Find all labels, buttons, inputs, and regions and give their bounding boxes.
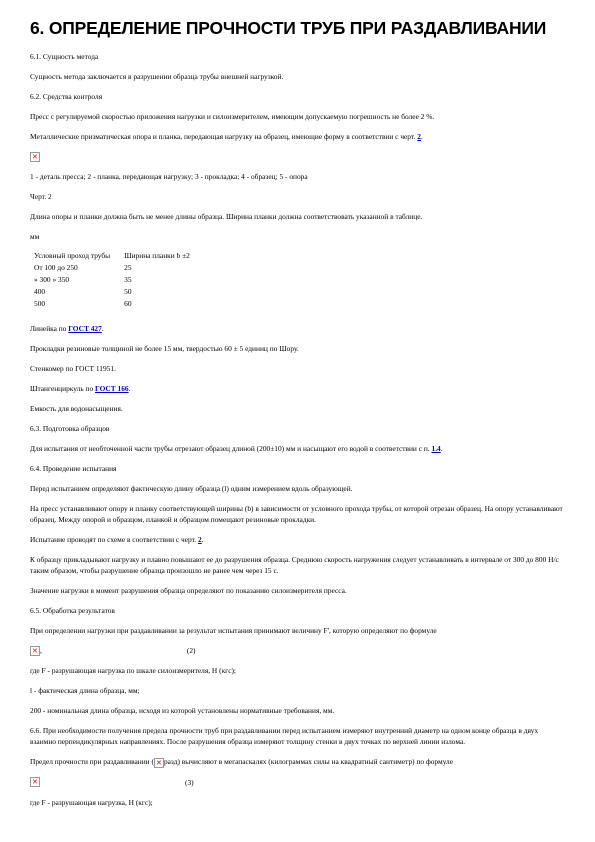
loading-paragraph: К образцу прикладывают нагрузку и плавно повышают ее до разрушения образца. Среднюю скорость нагружения следует устанавливать в интервале от 300 до 800 Н/с таким образом, чтобы разрушение образца произошло не ранее чем через 15 с. [30, 555, 559, 576]
caliper-paragraph [30, 383, 565, 394]
scheme-text-end: . [201, 535, 204, 545]
table-cell: 35 [124, 275, 132, 285]
strength-formula-intro [30, 756, 565, 767]
table-cell: От 100 до 250 [34, 263, 78, 273]
ruler-text-end: . [101, 324, 104, 334]
clause-1-4-link[interactable]: 1.4 [431, 444, 441, 454]
section-6-2-heading: 6.2. Средства контроля [30, 92, 103, 101]
table-row [34, 299, 204, 311]
table-row [34, 263, 204, 275]
where-l-paragraph: l - фактическая длина образца, мм; [30, 686, 140, 696]
support-text: Металлические призматическая опора и планка, передающая нагрузку на образец, имеющие форму в соответствии с черт. [30, 132, 418, 141]
table-cell: 25 [124, 263, 132, 273]
load-formula-intro: При определении нагрузки при раздавливании за результат испытания принимают величину F', которую определяют по формуле [30, 626, 437, 636]
sample-prep-text-end: . [440, 444, 443, 454]
section-6-6-paragraph: 6.6. При необходимости получения предела прочности труб при раздавливании перед испытанием измеряют внутренний диаметр на одном конце образца в двух взаимно перпендикулярных направлениях. После разрушения образца измеряют толщину стенки в двух точках по верхней линии излома. [30, 726, 539, 747]
table-header-cell: Ширина планки b ±2 [124, 251, 190, 261]
support-paragraph: Металлические призматическая опора и планка, передающая нагрузку на образец, имеющие форму в соответствии с черт. 2. [30, 132, 423, 141]
drawing-2-link[interactable]: 2 [417, 132, 421, 141]
strength-text: Предел прочности при раздавливании ( [30, 757, 154, 767]
ruler-text: Линейка по [30, 324, 69, 334]
caliper-text: Штангенциркуль по [30, 384, 96, 394]
setup-paragraph: На пресс устанавливают опору и планку соответствующей ширины (b) в зависимости от условного прохода трубы, от которой отрезан образец. На опору устанавливают образец. Между опорой и образцом, планкой и образцом помещают резиновые прокладки. [30, 504, 563, 525]
drawing-2-link-2[interactable]: 2 [198, 535, 202, 545]
table-cell: 500 [34, 299, 46, 309]
sample-prep-text: Для испытания от необточенной части трубы отрезают образец длиной (200±10) мм и насыщают его водой в соответствии с п. [30, 444, 432, 454]
table-row [34, 275, 204, 287]
table-row [34, 287, 204, 299]
where-f-paragraph: где F - разрушающая нагрузка по шкале силоизмерителя, Н (кгс); [30, 666, 236, 676]
section-6-1-heading: 6.1. Сущность метода [30, 52, 99, 61]
table-cell: » 300 » 350 [34, 275, 70, 285]
table-unit: мм [30, 232, 40, 242]
scheme-text: Испытание проводят по схеме в соответствии с черт. [30, 535, 198, 545]
table-header-cell: Условный проход трубы [34, 251, 111, 261]
gost-166-link[interactable]: ГОСТ 166 [95, 384, 129, 394]
figure-2-image-row [30, 151, 565, 162]
scheme-paragraph [30, 534, 565, 545]
figure-2-caption: 1 - деталь пресса; 2 - планка, передающая нагрузку; 3 - прокладка; 4 - образец; 5 - опора [30, 172, 308, 182]
broken-symbol-image-icon [154, 758, 164, 768]
section-6-5-heading: 6.5. Обработка результатов [30, 606, 115, 616]
broken-formula-image-icon-2 [30, 777, 40, 787]
strength-subscript: разд [163, 757, 178, 767]
formula-2-row: ✕ , (2) [30, 645, 565, 656]
length-measure-paragraph: Перед испытанием определяют фактическую длину образца (l) одним измерением вдоль образующей. [30, 484, 353, 494]
table-header-row [34, 251, 204, 263]
broken-formula-image-icon [30, 646, 40, 656]
plank-length-paragraph: Длина опоры и планки должна быть не менее длины образца. Ширина планки должна соответствовать указанной в таблице. [30, 212, 423, 222]
formula-2-number: (2) [186, 646, 196, 656]
where-f-paragraph-2: где F - разрушающая нагрузка, Н (кгс); [30, 797, 153, 807]
load-value-paragraph: Значение нагрузки в момент разрушения образца определяют по показанию силоизмерителя пресса. [30, 586, 347, 596]
section-6-1-text: Сущность метода заключается в разрушении образца трубы внешней нагрузкой. [30, 72, 284, 81]
broken-image-icon [30, 152, 40, 162]
section-6-3-text [30, 443, 565, 454]
table-cell: 400 [34, 287, 46, 297]
section-6-4-heading: 6.4. Проведение испытания [30, 464, 117, 474]
strength-text-end: ) вычисляют в мегапаскалях (килограммах силы на квадратный сантиметр) по формуле [177, 757, 454, 767]
page-title: 6. ОПРЕДЕЛЕНИЕ ПРОЧНОСТИ ТРУБ ПРИ РАЗДАВЛИВАНИИ [30, 18, 547, 38]
gasket-paragraph: Прокладки резиновые толщиной не более 15 мм, твердостью 60 ± 5 единиц по Шору. [30, 344, 299, 354]
section-6-3-heading: 6.3. Подготовка образцов [30, 424, 110, 434]
where-200-paragraph: 200 - номинальная длина образца, исходя из которой установлены нормативные требования, мм. [30, 706, 335, 716]
vessel-paragraph: Емкость для водонасыщения. [30, 404, 123, 414]
table-cell: 50 [124, 287, 132, 297]
ruler-paragraph [30, 323, 565, 334]
gost-427-link[interactable]: ГОСТ 427 [68, 324, 102, 334]
thickness-gauge-paragraph: Стенкомер по ГОСТ 11951. [30, 364, 116, 374]
plank-width-table [34, 251, 204, 311]
table-cell: 60 [124, 299, 132, 309]
formula-3-number: (3) [185, 777, 194, 787]
caliper-text-end: . [128, 384, 131, 394]
figure-2-label: Черт. 2 [30, 192, 52, 202]
formula-3-row [30, 777, 565, 788]
press-paragraph: Пресс с регулируемой скоростью приложения нагрузки и силоизмерителем, имеющим допускаемую погрешность не более 2 %. [30, 112, 435, 121]
